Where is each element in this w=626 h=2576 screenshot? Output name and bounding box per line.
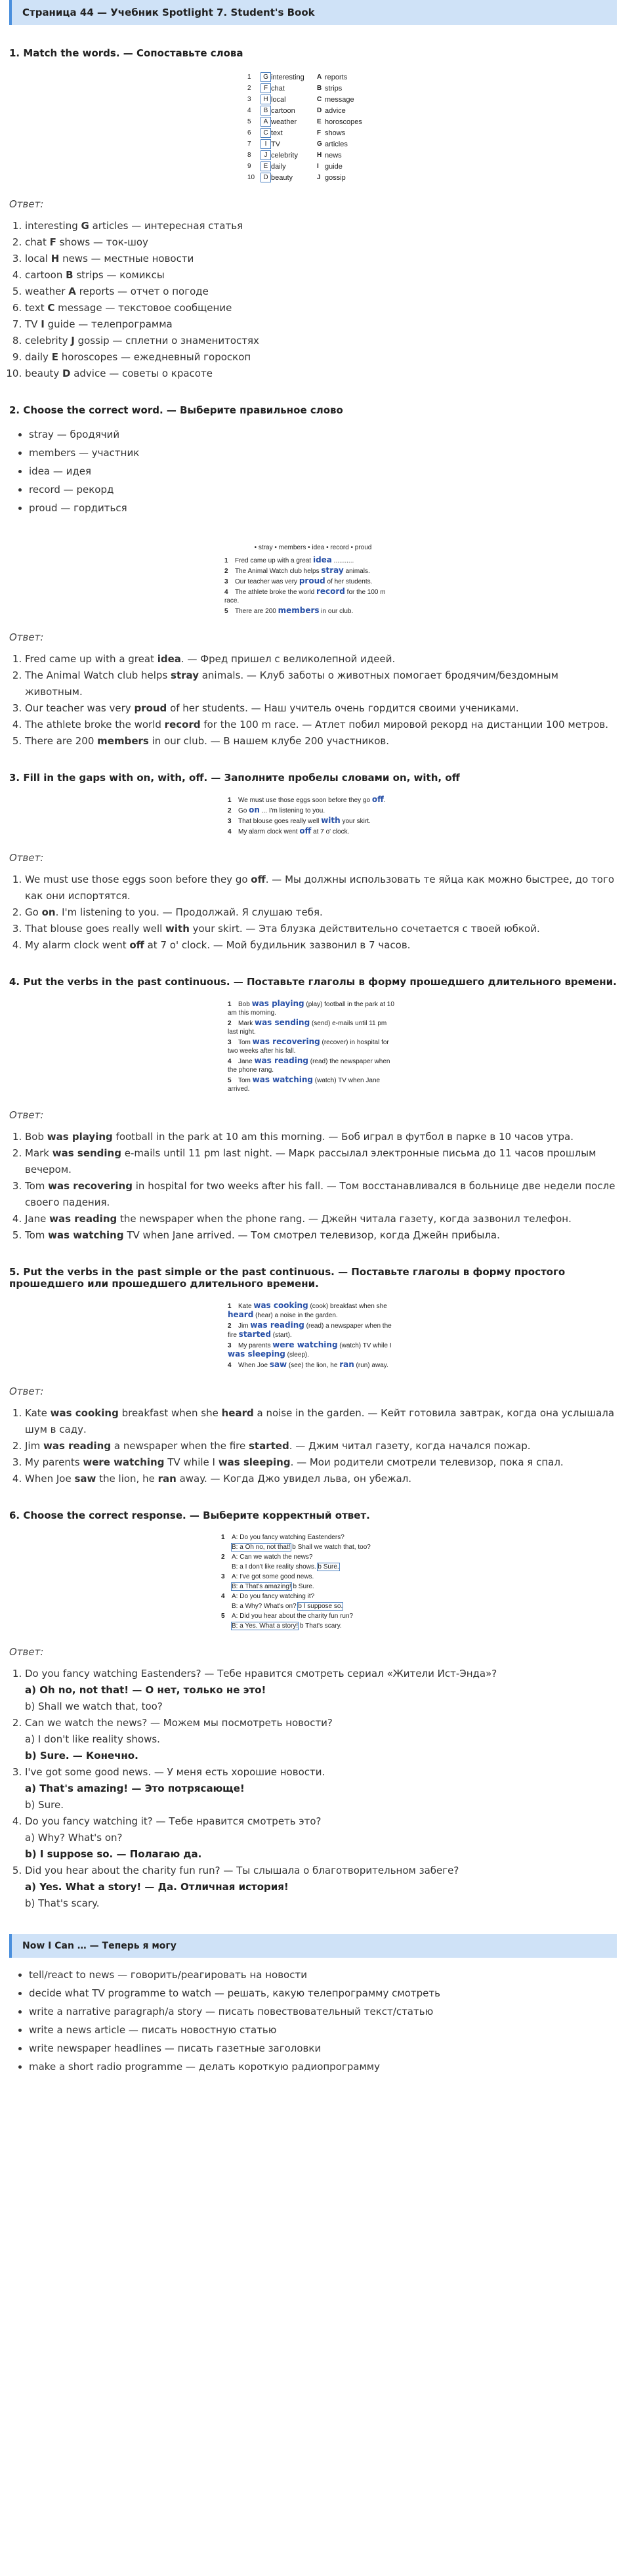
word-right: advice (325, 106, 346, 115)
answer-item: 1. Kate was cooking breakfast when she heard a noise in the garden. — Кейт готовила завтрак, когда она услышала шум в саду. (25, 1405, 617, 1438)
answer-box: A (261, 117, 271, 127)
handwritten-answer: members (278, 606, 320, 615)
exercise-3-title: 3. Fill in the gaps with on, with, off. — Заполните пробелы словами on, with, off (9, 772, 460, 784)
letter: J (317, 174, 321, 181)
dialog-options (221, 1563, 405, 1571)
answer-box: D (261, 173, 271, 182)
answer-item (25, 1764, 617, 1813)
answer-box: J (261, 150, 271, 160)
item-number: 2 (221, 1553, 225, 1561)
exercise-2-title: 2. Choose the correct word. — Выберите правильное слово (9, 404, 343, 416)
item-number: 9 (247, 163, 251, 170)
answer-label: Ответ: (9, 198, 44, 210)
letter: B (317, 85, 322, 92)
option-b: b That's scary. (299, 1622, 342, 1630)
letter: I (317, 163, 319, 170)
option-a: B: a Yes. What a story! (232, 1622, 299, 1630)
word-right: guide (325, 162, 343, 171)
vocab-item: • idea — идея (29, 462, 617, 480)
figure-sentence: 3 That blouse goes really well with your skirt. (228, 816, 371, 825)
answer-key: was reading (49, 1213, 117, 1225)
answer-item: 4. cartoon B strips — комиксы (25, 267, 617, 284)
option-a: a) Yes. What a story! — Да. Отличная история! (25, 1881, 289, 1893)
figure-sentence: 2 Jim was reading (read) a newspaper when the fire started (start). (228, 1320, 392, 1339)
exercise-6-title: 6. Choose the correct response. — Выберите корректный ответ. (9, 1510, 370, 1521)
answer-item: 4. Jane was reading the newspaper when the phone rang. — Джейн читала газету, когда зазвонил телефон. (25, 1211, 617, 1227)
handwritten-answer: ran (339, 1360, 354, 1369)
exercise-4-figure (228, 1000, 398, 1093)
item-number: 1 (221, 1534, 225, 1541)
dialog-options (221, 1582, 405, 1591)
figure-sentence: 2 Mark was sending (send) e-mails until 11 pm last night. (228, 1018, 387, 1036)
answer-item: 5. weather A reports — отчет о погоде (25, 284, 617, 300)
word-bank-item: record (330, 544, 349, 551)
answer-item (25, 1863, 617, 1912)
word-right: strips (325, 84, 343, 93)
figure-sentence: 4 When Joe saw (see) the lion, he ran (run) away. (228, 1360, 388, 1369)
word-left: local (271, 95, 286, 104)
vocab-item: • proud — гордиться (29, 499, 617, 517)
sentence-number: 1 (228, 1303, 232, 1310)
now-i-can-item: • decide what TV programme to watch — решать, какую телепрограмму смотреть (29, 1984, 617, 2002)
figure-sentence: 2 The Animal Watch club helps stray animals. (224, 566, 370, 575)
option-a: a) I don't like reality shows. (25, 1733, 160, 1745)
answer-box: E (261, 161, 271, 171)
option-a: a) Oh no, not that! — О нет, только не это! (25, 1684, 266, 1696)
item-number: 5 (221, 1613, 225, 1620)
word-bank-item: members (278, 544, 306, 551)
option-b: b I suppose so. (298, 1603, 343, 1610)
sentence-number: 4 (228, 828, 232, 835)
option-a: B: a That's amazing! (232, 1583, 291, 1590)
exercise-2-figure (224, 543, 402, 616)
exercise-5-figure (228, 1301, 398, 1370)
answer-key: ran (157, 1473, 177, 1485)
letter: D (317, 107, 322, 114)
answer-item: 3. Tom was recovering in hospital for two weeks after his fall. — Том восстанавливался в больнице две недели после своего падения. (25, 1178, 617, 1211)
vocab-item: • members — участник (29, 444, 617, 462)
sentence-number: 4 (224, 589, 228, 596)
sentence-number: 3 (228, 1039, 232, 1046)
handwritten-answer: stray (321, 566, 344, 575)
answer-key: was cooking (50, 1407, 119, 1419)
figure-sentence: 3 Our teacher was very proud of her students. (224, 576, 373, 585)
handwritten-answer: record (316, 587, 345, 596)
word-right: horoscopes (325, 117, 362, 126)
dialog-question: 4 A: Do you fancy watching it? (221, 1593, 315, 1600)
letter: C (317, 96, 322, 103)
word-bank-item: stray (258, 544, 273, 551)
exercise-2-answers (10, 651, 617, 750)
exercise-1-answers (10, 218, 617, 382)
sentence-number: 1 (224, 557, 228, 564)
letter: F (317, 129, 322, 137)
handwritten-answer: was sending (255, 1018, 310, 1027)
handwritten-answer: off (299, 826, 312, 835)
answer-key: on (41, 906, 56, 918)
option-b: b Shall we watch that, too? (292, 1544, 371, 1551)
handwritten-answer: heard (228, 1310, 254, 1319)
option-b: b) That's scary. (25, 1897, 100, 1909)
handwritten-answer: was recovering (252, 1037, 320, 1046)
dialog-question: 1 A: Do you fancy watching Eastenders? (221, 1534, 344, 1541)
option-a: a) Why? What's on? (25, 1832, 123, 1844)
sentence-number: 5 (224, 608, 228, 615)
figure-sentence: 1 Kate was cooking (cook) breakfast when she heard (hear) a noise in the garden. (228, 1301, 387, 1319)
word-right: reports (325, 73, 348, 81)
answer-key: G (81, 220, 89, 232)
word-bank: • stray • members • idea • record • proud (254, 544, 372, 551)
word-left: celebrity (271, 151, 298, 159)
word-right: articles (325, 140, 348, 148)
answer-label: Ответ: (9, 1646, 44, 1658)
answer-item: 4. The athlete broke the world record for the 100 m race. — Атлет побил мировой рекорд на дистанции 100 метров. (25, 717, 617, 733)
letter: G (317, 140, 322, 148)
question-text: 2. Can we watch the news? — Можем мы посмотреть новости? (25, 1717, 333, 1729)
dialog-options (221, 1602, 405, 1611)
answer-key: C (47, 302, 55, 314)
answer-item: 7. TV I guide — телепрограмма (25, 316, 617, 333)
handwritten-answer: with (321, 816, 341, 825)
figure-sentence: 3 Tom was recovering (recover) in hospital for two weeks after his fall. (228, 1037, 389, 1055)
now-i-can-item: • write newspaper headlines — писать газетные заголовки (29, 2039, 617, 2058)
vocab-item: • record — рекорд (29, 480, 617, 499)
question-text: 3. I've got some good news. — У меня есть хорошие новости. (25, 1766, 325, 1778)
sentence-number: 2 (224, 568, 228, 575)
word-bank-item: proud (354, 544, 372, 551)
exercise-5-answers (10, 1405, 617, 1487)
word-left: TV (271, 140, 281, 148)
figure-sentence: 1 We must use those eggs soon before they go off. (228, 795, 386, 804)
figure-sentence: 4 The athlete broke the world record for the 100 m race. (224, 587, 386, 604)
answer-item: 1. Fred came up with a great idea. — Фред пришел с великолепной идеей. (25, 651, 617, 667)
item-number: 8 (247, 152, 251, 159)
exercise-3-figure (228, 795, 398, 836)
handwritten-answer: was playing (251, 999, 304, 1008)
answer-key: heard (221, 1407, 254, 1419)
answer-item: 2. chat F shows — ток-шоу (25, 234, 617, 251)
answer-item: 2. Jim was reading a newspaper when the fire started. — Джим читал газету, когда начался пожар. (25, 1438, 617, 1454)
answer-item: 1. interesting G articles — интересная статья (25, 218, 617, 234)
sentence-number: 2 (228, 1322, 232, 1330)
answer-item: 10. beauty D advice — советы о красоте (25, 366, 617, 382)
item-number: 3 (247, 96, 251, 103)
answer-item: 9. daily E horoscopes — ежедневный гороскоп (25, 349, 617, 366)
option-b: b) Sure. — Конечно. (25, 1750, 138, 1762)
item-number: 5 (247, 118, 251, 125)
dialog-question: 5 A: Did you hear about the charity fun run? (221, 1613, 354, 1620)
now-i-can-title: Now I Can … — Теперь я могу (22, 1941, 177, 1951)
exercise-2-vocabulary (9, 425, 617, 517)
answer-key: were watching (83, 1456, 165, 1468)
answer-box: B (261, 106, 271, 116)
now-i-can-header (9, 1934, 617, 1958)
answer-key: with (165, 923, 190, 935)
answer-key: members (97, 735, 149, 747)
item-number: 3 (221, 1573, 225, 1580)
answer-key: was sleeping (218, 1456, 291, 1468)
option-a: B: a Why? What's on? (232, 1603, 297, 1610)
answer-key: was recovering (48, 1180, 133, 1192)
answer-item: 1. We must use those eggs soon before they go off. — Мы должны использовать те яйца как можно быстрее, до того как они испортятся. (25, 872, 617, 904)
now-i-can-list (9, 1966, 617, 2076)
answer-label: Ответ: (9, 1109, 44, 1121)
handwritten-answer: started (238, 1330, 272, 1339)
dialog-options (221, 1543, 405, 1552)
sentence-number: 3 (228, 1342, 232, 1349)
answer-key: A (68, 285, 76, 297)
answer-key: started (249, 1440, 289, 1452)
option-b: b) Shall we watch that, too? (25, 1700, 163, 1712)
item-number: 4 (221, 1593, 225, 1600)
exercise-4-answers (10, 1129, 617, 1244)
figure-sentence: 4 My alarm clock went off at 7 o' clock. (228, 826, 350, 835)
option-a: B: a Oh no, not that! (232, 1544, 291, 1551)
figure-sentence: 1 Fred came up with a great idea ........... (224, 555, 354, 564)
answer-box: F (261, 83, 271, 93)
option-a: a) That's amazing! — Это потрясающе! (25, 1783, 245, 1794)
answer-item: 2. Go on. I'm listening to you. — Продолжай. Я слушаю тебя. (25, 904, 617, 921)
answer-item: 2. Mark was sending e-mails until 11 pm last night. — Марк рассылал электронные письма до 11 часов прошлым вечером. (25, 1145, 617, 1178)
answer-key: H (51, 253, 60, 264)
answer-key: was sending (52, 1147, 121, 1159)
answer-key: D (62, 368, 71, 379)
exercise-3-answers (10, 872, 617, 954)
item-number: 1 (247, 74, 251, 81)
word-right: news (325, 151, 342, 159)
answer-label: Ответ: (9, 631, 44, 643)
answer-item: 4. When Joe saw the lion, he ran away. — Когда Джо увидел льва, он убежал. (25, 1471, 617, 1487)
letter: E (317, 118, 322, 125)
question-text: 1. Do you fancy watching Eastenders? — Тебе нравится смотреть сериал «Жители Ист-Энда»? (25, 1668, 497, 1679)
answer-key: F (49, 236, 56, 248)
option-b: b Sure. (293, 1583, 314, 1590)
word-left: interesting (271, 73, 304, 81)
handwritten-answer: was reading (254, 1056, 308, 1065)
option-b: b Sure. (318, 1563, 339, 1571)
sentence-number: 1 (228, 797, 232, 804)
item-number: 10 (247, 174, 255, 181)
answer-item (25, 1715, 617, 1764)
question-text: 5. Did you hear about the charity fun run? — Ты слышала о благотворительном забеге? (25, 1865, 459, 1876)
exercise-5-title: 5. Put the verbs in the past simple or the past continuous. — Поставьте глаголы в форму простого прошедшего или прошедшего длительного времени. (9, 1266, 566, 1290)
now-i-can-item: • write a news article — писать новостную статью (29, 2021, 617, 2039)
page-header (9, 0, 617, 25)
figure-sentence: 3 My parents were watching (watch) TV while I was sleeping (sleep). (228, 1340, 392, 1359)
now-i-can-item: • make a short radio programme — делать короткую радиопрограмму (29, 2058, 617, 2076)
letter: A (317, 74, 322, 81)
answer-item: 3. local H news — местные новости (25, 251, 617, 267)
answer-item: 5. Tom was watching TV when Jane arrived. — Том смотрел телевизор, когда Джейн прибыла. (25, 1227, 617, 1244)
word-left: cartoon (271, 106, 295, 115)
sentence-number: 2 (228, 1020, 232, 1027)
answer-item: 8. celebrity J gossip — сплетни о знаменитостях (25, 333, 617, 349)
letter: H (317, 152, 322, 159)
sentence-number: 2 (228, 807, 232, 814)
sentence-number: 1 (228, 1001, 232, 1008)
answer-item (25, 1666, 617, 1715)
answer-key: was watching (48, 1229, 124, 1241)
dialog-options (221, 1622, 405, 1630)
handwritten-answer: proud (299, 576, 325, 585)
sentence-number: 4 (228, 1362, 232, 1369)
answer-box: G (261, 72, 271, 82)
sentence-number: 4 (228, 1058, 232, 1065)
answer-item: 6. text C message — текстовое сообщение (25, 300, 617, 316)
answer-key: off (251, 874, 266, 885)
vocab-item: • stray — бродячий (29, 425, 617, 444)
handwritten-answer: on (249, 805, 260, 814)
figure-sentence: 5 Tom was watching (watch) TV when Jane arrived. (228, 1075, 381, 1093)
word-bank-item: idea (312, 544, 325, 551)
item-number: 6 (247, 129, 251, 137)
answer-item: 3. My parents were watching TV while I was sleeping. — Мои родители смотрели телевизор, пока я спал. (25, 1454, 617, 1471)
answer-key: was reading (43, 1440, 112, 1452)
figure-sentence: 2 Go on ... I'm listening to you. (228, 805, 325, 814)
word-right: gossip (325, 173, 346, 182)
handwritten-answer: off (371, 795, 384, 804)
figure-sentence: 1 Bob was playing (play) football in the park at 10 am this morning. (228, 999, 394, 1017)
answer-key: E (51, 351, 58, 363)
word-left: text (271, 129, 283, 137)
word-left: weather (271, 117, 297, 126)
answer-key: record (164, 719, 201, 730)
answer-key: I (41, 318, 45, 330)
now-i-can-item: • write a narrative paragraph/a story — писать повествовательный текст/статью (29, 2002, 617, 2021)
handwritten-answer: was cooking (253, 1301, 308, 1310)
exercise-1-title: 1. Match the words. — Сопоставьте слова (9, 47, 243, 59)
word-left: chat (271, 84, 285, 93)
figure-sentence: 5 There are 200 members in our club. (224, 606, 354, 615)
now-i-can-item: • tell/react to news — говорить/реагировать на новости (29, 1966, 617, 1984)
exercise-6-figure (221, 1533, 405, 1630)
answer-item: 1. Bob was playing football in the park at 10 am this morning. — Боб играл в футбол в парке в 10 часов утра. (25, 1129, 617, 1145)
dialog-question: 2 A: Can we watch the news? (221, 1553, 313, 1561)
option-a: B: a I don't like reality shows. (232, 1563, 316, 1571)
answer-item: 4. My alarm clock went off at 7 o' clock. — Мой будильник зазвонил в 7 часов. (25, 937, 617, 954)
answer-item: 5. There are 200 members in our club. — В нашем клубе 200 участников. (25, 733, 617, 750)
handwritten-answer: idea (312, 555, 332, 564)
answer-item: 3. Our teacher was very proud of her students. — Наш учитель очень гордится своими учениками. (25, 700, 617, 717)
answer-label: Ответ: (9, 1385, 44, 1397)
sentence-number: 5 (228, 1077, 232, 1084)
word-left: daily (271, 162, 286, 171)
sentence-number: 3 (228, 818, 232, 825)
option-b: b) Sure. (25, 1799, 64, 1811)
handwritten-answer: saw (269, 1360, 287, 1369)
answer-key: stray (171, 669, 199, 681)
handwritten-answer: was sleeping (228, 1349, 285, 1359)
dialog-question: 3 A: I've got some good news. (221, 1573, 314, 1580)
answer-item: 2. The Animal Watch club helps stray animals. — Клуб заботы о животных помогает бродячим/бездомным животным. (25, 667, 617, 700)
handwritten-answer: was reading (250, 1320, 304, 1330)
word-right: message (325, 95, 354, 104)
handwritten-answer: was watching (252, 1075, 313, 1084)
question-text: 4. Do you fancy watching it? — Тебе нравится смотреть это? (25, 1815, 322, 1827)
handwritten-answer: were watching (272, 1340, 338, 1349)
word-right: shows (325, 129, 346, 137)
answer-key: proud (134, 702, 167, 714)
figure-sentence: 4 Jane was reading (read) the newspaper when the phone rang. (228, 1056, 390, 1074)
option-b: b) I suppose so. — Полагаю да. (25, 1848, 202, 1860)
answer-box: C (261, 128, 271, 138)
exercise-6-answers (10, 1666, 617, 1912)
answer-box: I (261, 139, 271, 149)
answer-key: off (129, 939, 144, 951)
answer-box: H (261, 95, 271, 104)
exercise-1-figure (247, 72, 379, 182)
answer-item (25, 1813, 617, 1863)
answer-label: Ответ: (9, 852, 44, 864)
item-number: 7 (247, 140, 251, 148)
item-number: 4 (247, 107, 251, 114)
answer-key: B (66, 269, 73, 281)
answer-key: idea (157, 653, 181, 665)
item-number: 2 (247, 85, 251, 92)
answer-key: saw (74, 1473, 96, 1485)
answer-item: 3. That blouse goes really well with your skirt. — Эта блузка действительно сочетается с твоей юбкой. (25, 921, 617, 937)
word-left: beauty (271, 173, 293, 182)
page-title: Страница 44 — Учебник Spotlight 7. Student's Book (22, 7, 315, 18)
answer-key: J (71, 335, 75, 347)
answer-key: was playing (47, 1131, 113, 1143)
sentence-number: 3 (224, 578, 228, 585)
exercise-4-title: 4. Put the verbs in the past continuous. — Поставьте глаголы в форму прошедшего длительного времени. (9, 976, 617, 988)
